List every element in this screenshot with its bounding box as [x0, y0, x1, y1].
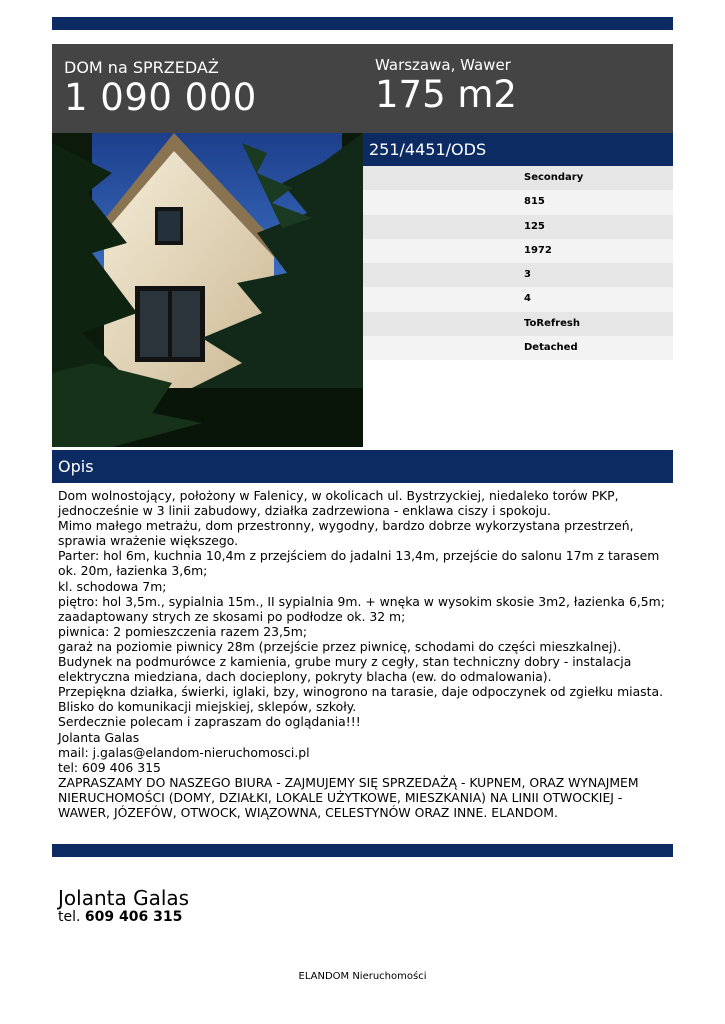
listing-id: 251/4451/ODS: [369, 140, 487, 159]
property-value: 3: [524, 269, 531, 281]
description-line: piętro: hol 3,5m., sypialnia 15m., II sypialnia 9m. + wnęka w wysokim skosie 3m2, łazienka 6,5m;: [58, 593, 665, 609]
agent-phone-label: tel.: [58, 909, 81, 925]
listing-type: DOM na SPRZEDAŻ: [64, 58, 219, 77]
property-row: [363, 190, 673, 214]
property-value: 125: [524, 220, 545, 232]
listing-header: [52, 44, 673, 133]
house-photo-image: [52, 133, 363, 447]
description-line: Dom wolnostojący, położony w Falenicy, w okolicach ul. Bystrzyckiej, niedaleko torów PKP,: [58, 488, 619, 503]
description-line: elektryczna miedziana, dach docieplony, pokryty blacha (ew. do odmalowania).: [58, 669, 552, 685]
description-line: zaadaptowany strych ze skosami po podłodze ok. 32 m;: [58, 608, 406, 624]
property-value: 1972: [524, 244, 552, 256]
listing-price: 1 090 000: [64, 76, 257, 119]
property-value: 4: [524, 293, 531, 305]
property-list: [363, 166, 673, 360]
property-row: [363, 239, 673, 263]
bottom-divider: [52, 844, 673, 857]
agent-phone-number: 609 406 315: [84, 909, 183, 925]
property-value: ToRefresh: [524, 317, 580, 329]
description-line: Mimo małego metrażu, dom przestronny, wygodny, bardzo dobrze wykorzystana przestrzeń,: [58, 518, 634, 534]
description-body: [58, 488, 670, 820]
description-line: ZAPRASZAMY DO NASZEGO BIURA - ZAJMUJEMY SIĘ SPRZEDAŻĄ - KUPNEM, ORAZ WYNAJMEM: [58, 774, 639, 790]
description-line: kl. schodowa 7m;: [58, 578, 167, 594]
description-line: Przepiękna działka, świerki, iglaki, bzy, winogrono na tarasie, daje odpoczynek od zgiełku miasta.: [58, 684, 664, 700]
house-photo: [52, 133, 363, 447]
description-line: WAWER, JÓZEFÓW, OTWOCK, WIĄZOWNA, CELESTYNÓW ORAZ INNE. ELANDOM.: [58, 804, 558, 820]
description-line: tel: 609 406 315: [58, 759, 161, 775]
description-line: garaż na poziomie piwnicy 28m (przejście przez piwnicę, schodami do części mieszkalnej).: [58, 638, 622, 654]
description-line: NIERUCHOMOŚCI (DOMY, DZIAŁKI, LOKALE UŻYTKOWE, MIESZKANIA) NA LINII OTWOCKIEJ -: [58, 789, 623, 805]
top-divider: [52, 17, 673, 30]
property-row: [363, 312, 673, 336]
property-value: 815: [524, 196, 545, 208]
description-line: Serdecznie polecam i zapraszam do oglądania!!!: [58, 714, 361, 730]
agent-phone: [58, 909, 182, 925]
property-row: [363, 336, 673, 360]
property-value: Detached: [524, 342, 578, 354]
description-line: sprawia wrażenie większego.: [58, 533, 239, 549]
property-row: [363, 287, 673, 311]
description-line: Jolanta Galas: [58, 729, 140, 745]
description-line: Budynek na podmurówce z kamienia, grube mury z cegły, stan techniczny dobry - instalacja: [58, 654, 632, 670]
listing-id-bar: [363, 133, 673, 166]
description-line: Parter: hol 6m, kuchnia 10,4m z przejściem do jadalni 13,4m, przejście do salonu 17m z tarasem: [58, 548, 660, 564]
property-row: [363, 166, 673, 190]
listing-area: 175 m2: [375, 73, 517, 116]
description-line: ok. 20m, łazienka 3,6m;: [58, 563, 208, 579]
description-line: piwnica: 2 pomieszczenia razem 23,5m;: [58, 623, 308, 639]
footer-company: ELANDOM Nieruchomości: [298, 971, 427, 982]
property-value: Secondary: [524, 172, 584, 183]
description-title: Opis: [58, 457, 94, 476]
description-line: Blisko do komunikacji miejskiej, sklepów, szkoły.: [58, 699, 357, 715]
listing-location: Warszawa, Wawer: [375, 56, 511, 74]
description-line: jednocześnie w 3 linii zabudowy, działka zadrzewiona - enklawa ciszy i spokoju.: [58, 503, 551, 519]
property-row: [363, 215, 673, 239]
description-header: [52, 450, 673, 483]
agent-name: Jolanta Galas: [58, 886, 190, 910]
property-row: [363, 263, 673, 287]
description-line: mail: j.galas@elandom-nieruchomosci.pl: [58, 744, 310, 760]
